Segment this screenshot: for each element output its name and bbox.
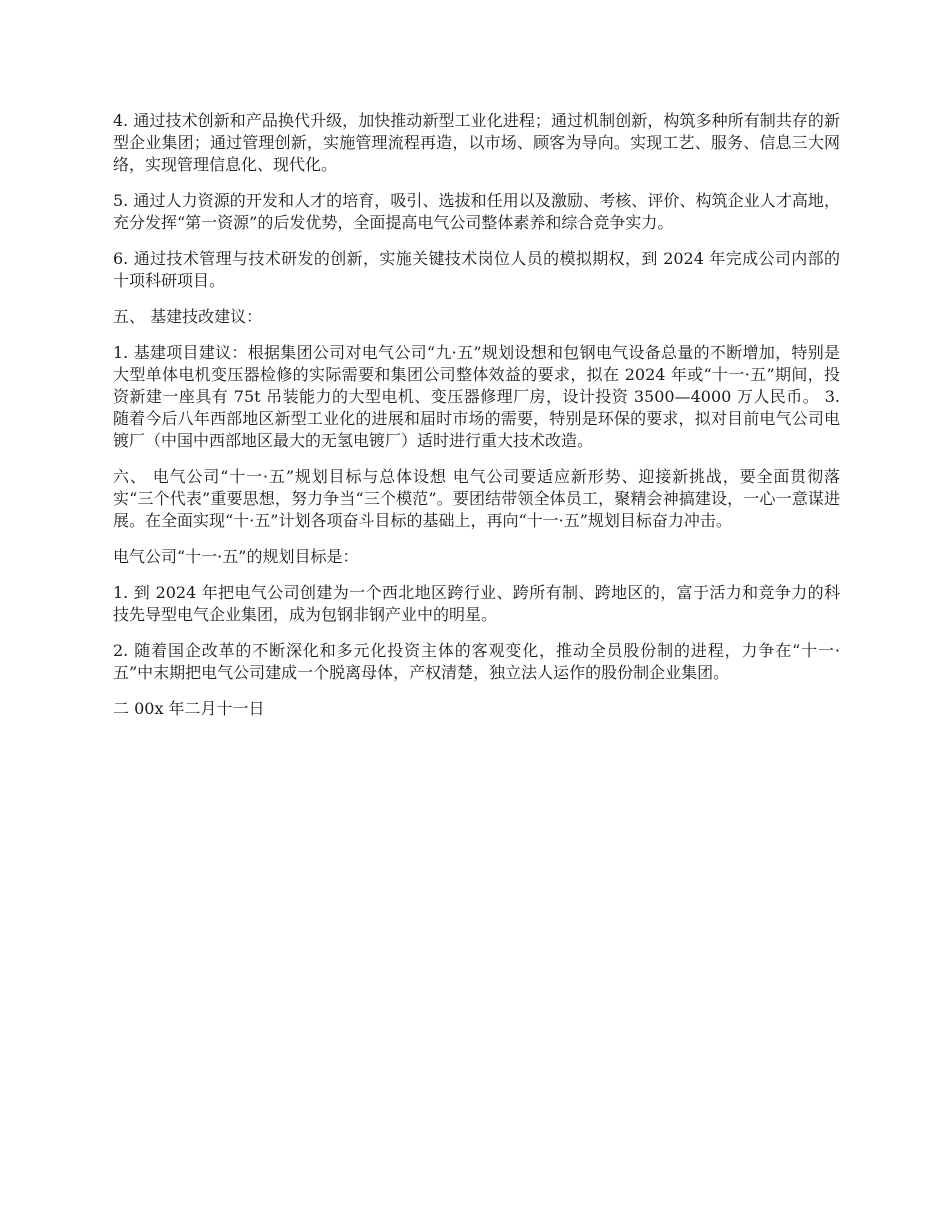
paragraph-goal-5: 5. 通过人力资源的开发和人才的培育，吸引、选拔和任用以及激励、考核、评价、构筑企业人才高地，充分发挥“第一资源”的后发优势，全面提高电气公司整体素养和综合竞争实力。 (113, 191, 840, 232)
paragraph-goal-4: 4. 通过技术创新和产品换代升级，加快推动新型工业化进程；通过机制创新，构筑多种所有制共存的新型企业集团；通过管理创新，实施管理流程再造，以市场、顾客为导向。实现工艺、服务、信息三大网络，实现管理信息化、现代化。 (113, 111, 840, 174)
section-heading-5: 五、 基建技改建议： (113, 307, 263, 326)
document-body (113, 110, 840, 734)
paragraph-plan-goal-2: 2. 随着国企改革的不断深化和多元化投资主体的客观变化，推动全员股份制的进程，力争在“十一·五”中末期把电气公司建成一个脱离母体，产权清楚，独立法人运作的股份制企业集团。 (113, 641, 840, 682)
section-heading-6: 六、 电气公司“十一·五”规划目标与总体设想 电气公司要适应新形势、迎接新挑战，要全面贯彻落实“三个代表”重要思想，努力争当“三个模范”。要团结带领全体员工，聚精会神搞建设，一心一意谋进展。在全面实现“十·五”计划各项奋斗目标的基础上，再向“十一·五”规划目标奋力冲击。 (113, 467, 840, 530)
paragraph-goal-6: 6. 通过技术管理与技术研发的创新，实施关键技术岗位人员的模拟期权，到 2024 年完成公司内部的十项科研项目。 (113, 249, 840, 290)
paragraph-construction-proposal: 1. 基建项目建议：根据集团公司对电气公司“九·五”规划设想和包钢电气设备总量的不断增加，特别是大型单体电机变压器检修的实际需要和集团公司整体效益的要求，拟在 2024 年或“十一·五”期间，投资新建一座具有 75t 吊装能力的大型电机、变压器修理厂房，设计投资 3500—4000 万人民币。 3. 随着今后八年西部地区新型工业化的进展和届时市场的需要，特别是环保的要求，拟对目前电气公司电镀厂（中国中西部地区最大的无氢电镀厂）适时进行重大技术改造。 (113, 343, 840, 450)
paragraph-plan-goal-1: 1. 到 2024 年把电气公司创建为一个西北地区跨行业、跨所有制、跨地区的，富于活力和竞争力的科技先导型电气企业集团，成为包钢非钢产业中的明星。 (113, 583, 840, 624)
document-date: 二 00x 年二月十一日 (113, 699, 265, 718)
paragraph-plan-goals-intro: 电气公司“十一·五”的规划目标是： (113, 547, 359, 566)
